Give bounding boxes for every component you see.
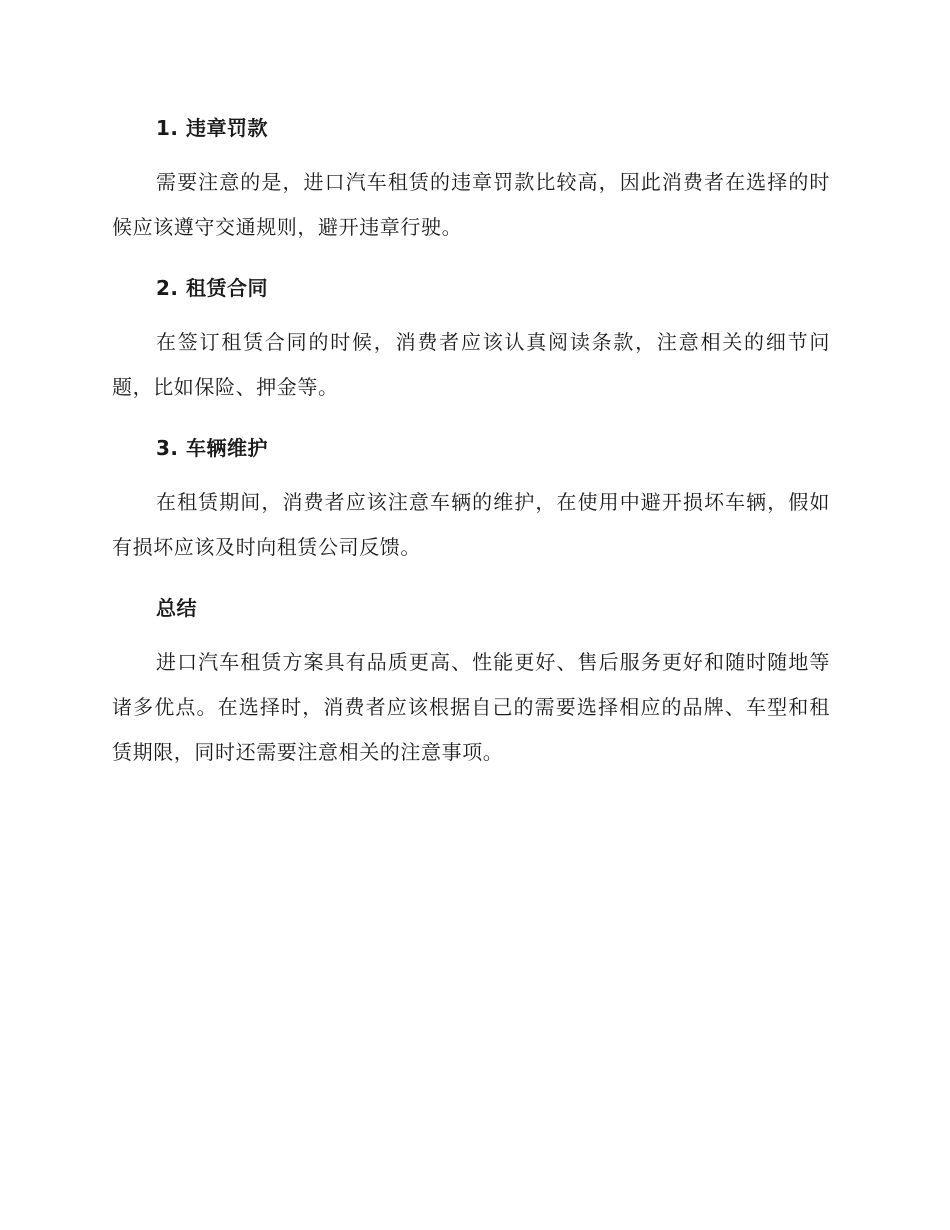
- document-page: [112, 112, 830, 775]
- section-heading-vehicle-maintenance: 3. 车辆维护: [156, 436, 268, 460]
- section-body-summary: 进口汽车租赁方案具有品质更高、性能更好、售后服务更好和随时随地等诸多优点。在选择时，消费者应该根据自己的需要选择相应的品牌、车型和租赁期限，同时还需要注意相关的注意事项。: [112, 650, 830, 764]
- section-body-violation-fines: 需要注意的是，进口汽车租赁的违章罚款比较高，因此消费者在选择的时候应该遵守交通规则，避开违章行驶。: [112, 170, 830, 239]
- section-heading-violation-fines: 1. 违章罚款: [156, 116, 268, 140]
- section-body-vehicle-maintenance: 在租赁期间，消费者应该注意车辆的维护，在使用中避开损坏车辆，假如有损坏应该及时向租赁公司反馈。: [112, 490, 830, 559]
- section-heading-summary: 总结: [156, 596, 197, 620]
- section-body-lease-contract: 在签订租赁合同的时候，消费者应该认真阅读条款，注意相关的细节问题，比如保险、押金等。: [112, 330, 830, 399]
- section-heading-lease-contract: 2. 租赁合同: [156, 276, 268, 300]
